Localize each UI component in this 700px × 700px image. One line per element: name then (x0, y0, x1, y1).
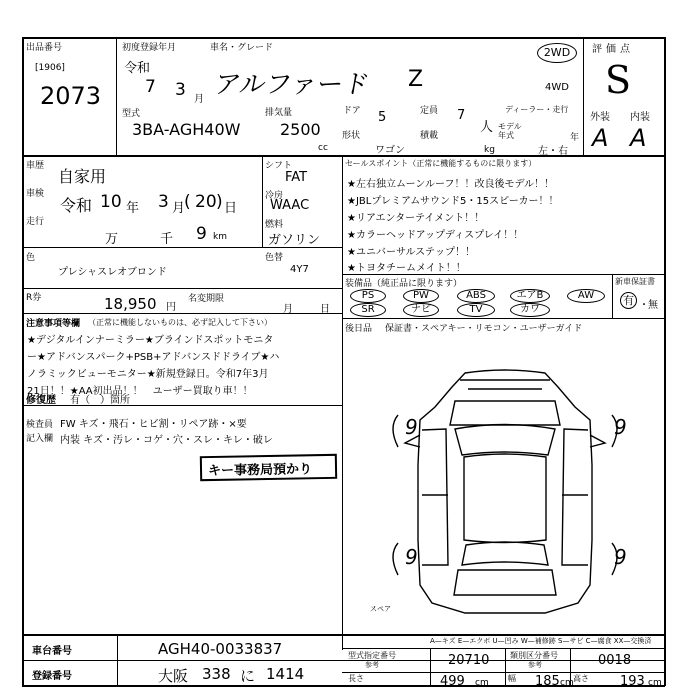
mileage-man: 万 (105, 232, 119, 247)
equip-abs: ABS (457, 289, 495, 303)
history-value: 自家用 (58, 167, 107, 186)
reg-month: 3 (175, 80, 186, 100)
name-change-month: 月 (283, 304, 293, 315)
person-unit: 人 (480, 120, 494, 135)
name-change-label: 名変期限 (188, 294, 225, 304)
plate-number: 1414 (266, 665, 305, 683)
rule (505, 648, 506, 686)
width-unit: cm (560, 678, 574, 688)
load-label: 積載 (420, 131, 439, 141)
rule (22, 313, 342, 314)
shape: ワゴン (375, 145, 405, 156)
lot-number: 2073 (40, 82, 102, 110)
accessories-label: 後日品 (345, 324, 373, 334)
repair-value: 有（ ）箇所 (70, 395, 130, 406)
fuel-label: 燃料 (265, 220, 284, 230)
ext-label: 外装 (590, 112, 610, 123)
rule (342, 318, 665, 319)
designation-label: 型式指定番号 (348, 651, 396, 660)
ext-grade: A (592, 124, 609, 152)
rule (22, 37, 24, 686)
inspect-day-close: ) (216, 192, 223, 212)
kg-unit: kg (484, 145, 495, 155)
equip-airbag: エアB (510, 289, 550, 303)
capacity: 7 (457, 108, 466, 123)
reg-era: 令和 (124, 61, 151, 76)
tire-mark-fl: 9 (405, 415, 418, 439)
notes-label: 注意事項等欄 (26, 319, 81, 329)
warranty-sep: ・ (639, 300, 649, 311)
inspector-label-2: 記入欄 (26, 434, 54, 444)
capacity-label: 定員 (420, 106, 439, 116)
cc-unit: cc (318, 143, 328, 153)
plate-class: 338 (202, 665, 231, 683)
inspector-label-1: 検査員 (26, 420, 54, 430)
length-unit: cm (475, 678, 489, 688)
accessories-value: 保証書・スペアキー・リモコン・ユーザーガイド (385, 324, 583, 334)
equip-leather: カワ (510, 303, 550, 317)
rule (342, 648, 665, 649)
model-label: 型式 (122, 109, 141, 119)
inspect-month: 3 (158, 192, 169, 212)
category-ref: 参考 (528, 661, 542, 669)
plate-kana: に (240, 667, 256, 685)
rule (22, 288, 342, 289)
notes-line: ★デジタルインナーミラー★ブラインドスポットモニタ (27, 335, 274, 346)
int-grade: A (630, 124, 647, 152)
displacement-label: 排気量 (265, 108, 293, 118)
tire-mark-rl: 9 (405, 545, 418, 569)
height-value: 193 (620, 674, 645, 689)
inspect-year: 10 (100, 192, 122, 212)
name-change-day: 日 (320, 304, 330, 315)
sales-item: ★カラーヘッドアップディスプレイ！！ (347, 230, 524, 241)
drive-2wd-badge: 2WD (537, 43, 577, 63)
shift-label: シフト (265, 161, 293, 171)
shape-label: 形状 (342, 131, 361, 141)
doors-label: ドア (343, 106, 361, 116)
tire-mark-rr: 9 (614, 545, 627, 569)
model-year-label: モデル 年式 (498, 122, 522, 140)
height-label: 高さ (573, 674, 589, 683)
rule (117, 634, 118, 685)
inspect-month-unit: 月 (172, 201, 186, 216)
inspector-line-1: FW キズ・飛石・ヒビ割・リペア跡・×要 (60, 419, 247, 430)
eval-label: 評価点 (592, 44, 634, 55)
plate-region: 大阪 (158, 667, 189, 685)
color-label: 色 (26, 253, 36, 263)
inspect-year-unit: 年 (126, 201, 140, 216)
car-name: アルファード (211, 70, 372, 100)
doors: 5 (378, 110, 387, 125)
steering: 左・右 (538, 146, 568, 157)
sales-item: ★リアエンターテイメント！！ (347, 213, 485, 224)
rule (22, 660, 665, 661)
spare-label: スペア (370, 605, 391, 613)
tire-mark-fr: 9 (614, 415, 627, 439)
rule (116, 37, 117, 155)
int-label: 内装 (630, 112, 650, 123)
rule (430, 648, 431, 686)
plate-label: 登録番号 (32, 671, 72, 682)
height-unit: cm (648, 678, 662, 688)
equip-sr: SR (350, 303, 386, 317)
recycle-yen: 円 (166, 302, 176, 313)
drive-4wd: 4WD (545, 82, 569, 93)
dealer-label: ディーラー・走行 (505, 105, 569, 114)
ac-label: 冷房 (265, 191, 284, 201)
mileage-value: 9 (196, 224, 207, 244)
designation-ref: 参考 (365, 661, 379, 669)
equip-ps: PS (350, 289, 386, 303)
year-unit: 年 (570, 133, 580, 143)
notes-line: ー★アドバンスパーク+PSB+アドバンスドドライブ★ハ (27, 352, 280, 363)
category-value: 0018 (598, 653, 632, 668)
rule (612, 274, 613, 318)
recycle-value: 18,950 (104, 295, 157, 313)
sales-item: ★トヨタチームメイト！！ (347, 263, 466, 274)
warranty-label: 新車保証書 (615, 277, 655, 286)
inspector-line-2: 内装 キズ・汚レ・コゲ・穴・スレ・キレ・破レ (60, 435, 273, 446)
fuel-value: ガソリン (268, 233, 321, 248)
recycle-label: R券 (26, 293, 42, 303)
rule (262, 155, 263, 247)
rule (664, 37, 666, 686)
color-name: プレシャスレオブロンド (58, 267, 167, 278)
warranty-yes: 有 (620, 292, 637, 309)
notes-sublabel: （正常に機能しないものは、必ず記入して下さい） (88, 318, 272, 327)
notes-line: 21日！！★AA初出品！！ ユーザー買取り車！！ (27, 386, 253, 397)
color-code-label: 色替 (265, 253, 284, 263)
displacement: 2500 (280, 120, 321, 139)
mileage-label: 走行 (26, 217, 45, 227)
stamp-text: キー事務局預かり (207, 462, 313, 479)
length-value: 499 (440, 674, 465, 689)
grade: Z (408, 67, 424, 92)
rule (22, 155, 665, 157)
category-label: 類別区分番号 (510, 651, 558, 660)
car-damage-diagram (360, 365, 650, 625)
equip-pw: PW (403, 289, 439, 303)
equip-aw: AW (567, 289, 605, 303)
rule (583, 37, 584, 155)
notes-line: ノラミックビューモニター★新規登録日。令和7年3月 (27, 369, 269, 380)
sales-label: セールスポイント（正常に機能するものに限ります） (345, 159, 537, 168)
inspect-label: 車検 (26, 189, 45, 199)
sales-item: ★ユニバーサルステップ！！ (347, 247, 475, 258)
repair-label: 修復歴 (26, 395, 56, 406)
ac-value: WAAC (270, 198, 310, 213)
sales-item: ★JBLプレミアムサウンド5・15スピーカー！！ (347, 196, 559, 207)
equip-navi: ナビ (403, 303, 439, 317)
chassis-number: AGH40-0033837 (158, 640, 283, 658)
damage-legend: A—キズ E—エクボ U—凹み W—補修跡 S—サビ C—腐食 XX—交換済 (430, 637, 652, 645)
lot-code: [1906] (35, 63, 65, 73)
warranty-no: 無 (648, 300, 658, 311)
car-name-label: 車名・グレード (210, 43, 274, 53)
model-code: 3BA-AGH40W (132, 120, 241, 139)
mileage-sen: 千 (160, 232, 174, 247)
rule (342, 274, 665, 275)
equip-tv: TV (457, 303, 495, 317)
reg-label: 初度登録年月 (122, 43, 177, 53)
color-code: 4Y7 (290, 264, 309, 275)
equipment-label: 装備品（純正品に限ります） (345, 279, 463, 289)
inspect-day-open: ( (184, 192, 191, 212)
width-label: 幅 (508, 674, 516, 683)
reg-month-unit: 月 (194, 94, 204, 105)
inspect-day-unit: 日 (224, 201, 238, 216)
designation-value: 20710 (448, 653, 490, 668)
mileage-km: km (213, 232, 227, 242)
inspect-era: 令和 (60, 196, 93, 215)
width-value: 185 (535, 674, 560, 689)
sales-item: ★左右独立ムーンルーフ！！改良後モデル！！ (347, 179, 555, 190)
length-label: 長さ (348, 674, 364, 683)
chassis-label: 車台番号 (32, 646, 72, 657)
shift-value: FAT (285, 170, 308, 185)
lot-label: 出品番号 (26, 43, 63, 53)
history-label: 車歴 (26, 161, 45, 171)
inspect-day: 20 (195, 192, 217, 212)
rule (342, 672, 665, 673)
eval-score: S (605, 58, 632, 102)
reg-year: 7 (145, 77, 156, 97)
rule (22, 37, 665, 39)
rule (342, 155, 343, 650)
